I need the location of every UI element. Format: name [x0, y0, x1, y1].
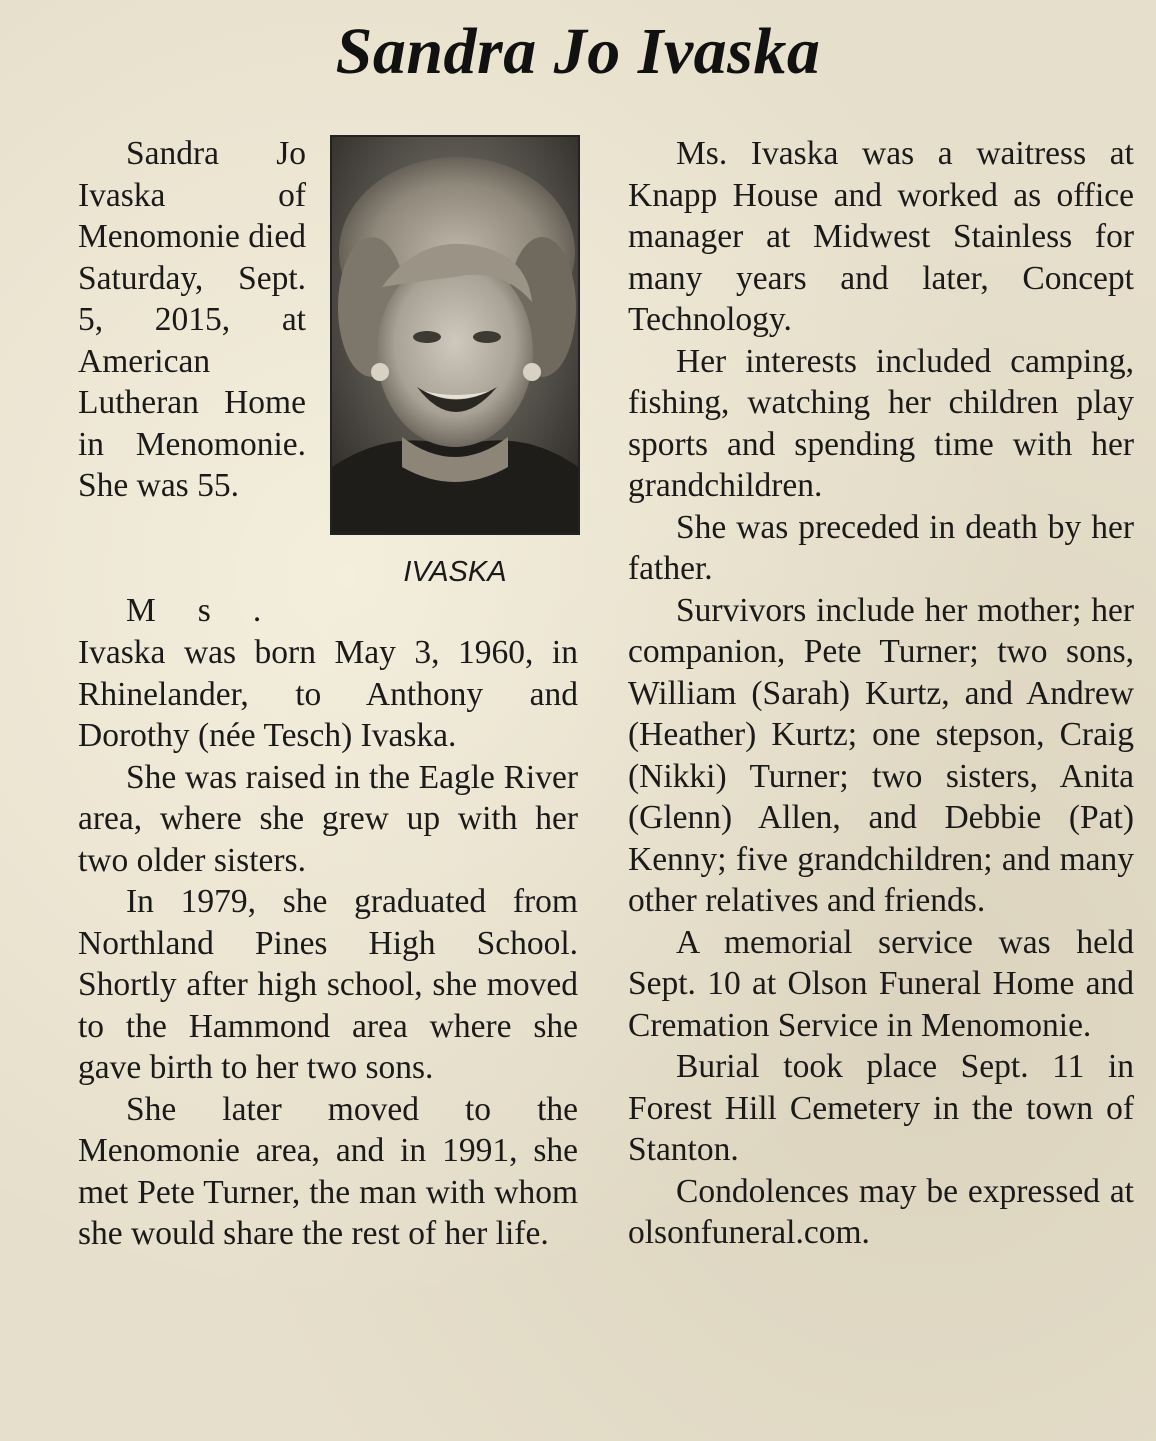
- education-paragraph: In 1979, she graduated from Northland Pines High School. Shortly after high school, she moved to the Hammond area where she gave birth to her two sons.: [78, 883, 578, 1086]
- photo-caption: IVASKA: [403, 556, 507, 588]
- birth-paragraph: Ivaska was born May 3, 1960, in Rhinelander, to Anthony and Dorothy (née Tesch) Ivaska.: [78, 634, 578, 754]
- survivors-paragraph: Survivors include her mother; her companion, Pete Turner; two sons, William (Sarah) Kurtz, and Andrew (Heather) Kurtz; one stepson, Craig (Nikki) Turner; two sisters, Anita (Glenn) Allen, and Debbie (Pat) Kenny; five grandchildren; and many other relatives and friends.: [628, 591, 1134, 919]
- memorial-paragraph: A memorial service was held Sept. 10 at Olson Funeral Home and Cremation Service in Menomonie.: [628, 923, 1134, 1044]
- ms-word: Ms.: [126, 592, 304, 629]
- portrait-image: [332, 137, 578, 533]
- left-column: [78, 632, 578, 1255]
- intro-paragraph: [78, 133, 306, 507]
- childhood-paragraph: She was raised in the Eagle River area, where she grew up with her two older sisters.: [78, 758, 578, 879]
- condolences-paragraph: Condolences may be expressed at olsonfuneral.com.: [628, 1172, 1134, 1251]
- right-column: [628, 133, 1134, 1254]
- burial-paragraph: Burial took place Sept. 11 in Forest Hill Cemetery in the town of Stanton.: [628, 1048, 1134, 1168]
- companion-paragraph: She later moved to the Menomonie area, and in 1991, she met Pete Turner, the man with whom she would share the rest of her life.: [78, 1090, 578, 1252]
- intro-text: Sandra Jo Ivaska of Menomonie died Saturday, Sept. 5, 2015, at American Lutheran Home in Menomonie. She was 55.: [78, 135, 306, 504]
- obituary-title: Sandra Jo Ivaska: [335, 15, 821, 88]
- split-word-line: [78, 590, 306, 632]
- interests-paragraph: Her interests included camping, fishing, watching her children play sports and spending time with her grandchildren.: [628, 342, 1134, 504]
- preceded-paragraph: She was preceded in death by her father.: [628, 508, 1134, 587]
- career-paragraph: Ms. Ivaska was a waitress at Knapp House and worked as office manager at Midwest Stainless for many years and later, Concept Technology.: [628, 135, 1134, 338]
- portrait-photo: [330, 135, 580, 535]
